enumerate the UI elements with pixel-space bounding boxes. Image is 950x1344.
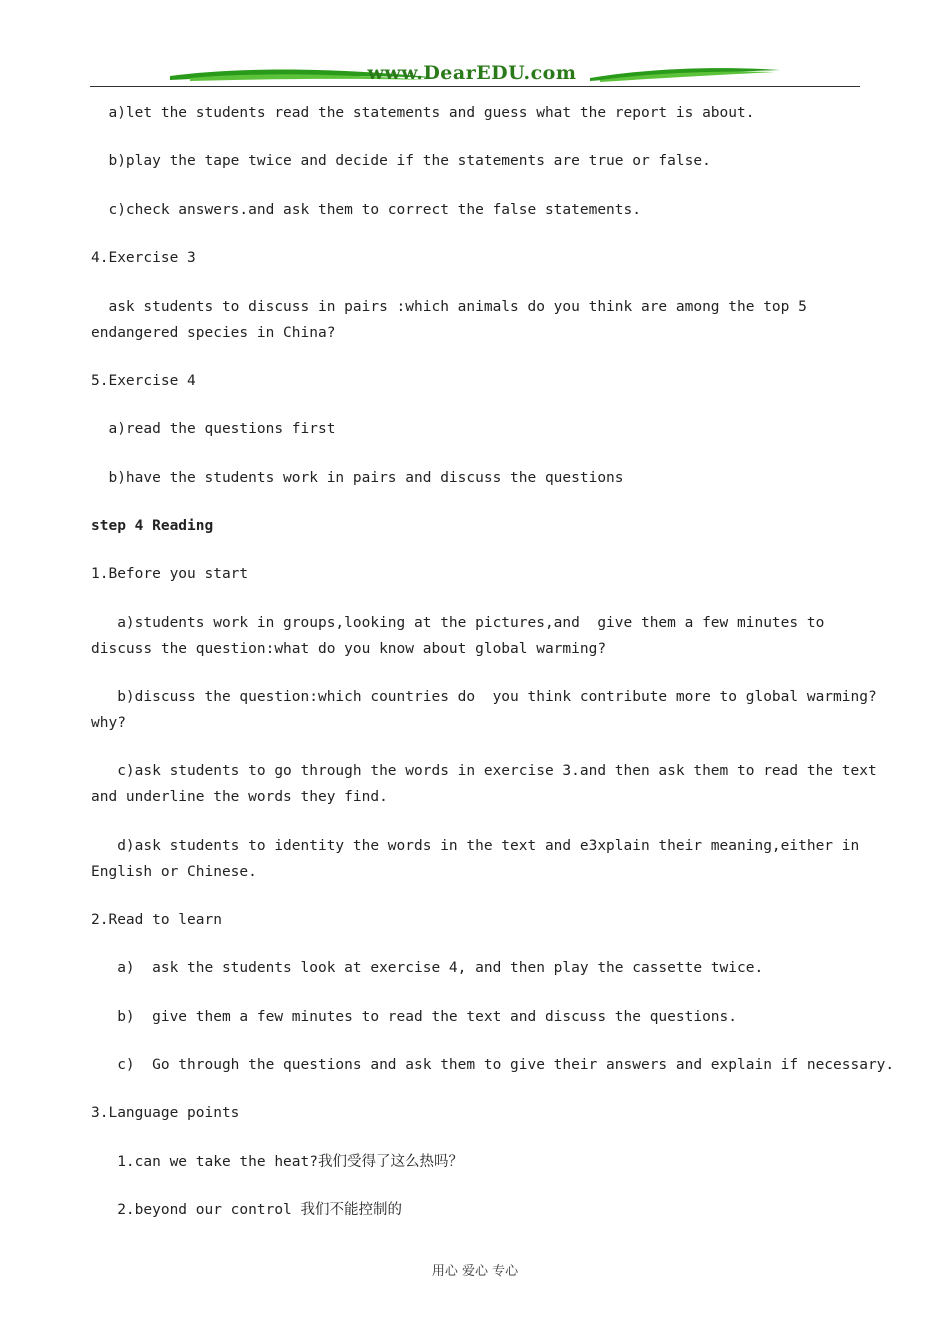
text-line: endangered species in China? xyxy=(91,325,336,341)
text-line: c) Go through the questions and ask them to give their answers and explain if necessary. xyxy=(91,1057,895,1073)
step-heading: step 4 Reading xyxy=(91,518,214,534)
text-line: b)have the students work in pairs and discuss the questions xyxy=(91,470,624,486)
section-heading: 5.Exercise 4 xyxy=(91,373,196,389)
section-heading: 1.Before you start xyxy=(91,566,249,582)
section-heading: 2.Read to learn xyxy=(91,912,222,928)
text-line: b)discuss the question:which countries do you think contribute more to global warming? xyxy=(91,689,877,705)
text-line: 1.can we take the heat?我们受得了这么热吗？ xyxy=(91,1154,463,1170)
text-line: 2.beyond our control 我们不能控制的 xyxy=(91,1202,403,1218)
text-line: a) ask the students look at exercise 4, and then play the cassette twice. xyxy=(91,960,764,976)
site-logo: www.DearEDU.com xyxy=(367,62,577,84)
right-swoosh-decoration xyxy=(590,66,780,88)
text-line: and underline the words they find. xyxy=(91,789,388,805)
header-rule xyxy=(90,86,860,87)
text-line: a)let the students read the statements and guess what the report is about. xyxy=(91,105,755,121)
text-line: c)ask students to go through the words in exercise 3.and then ask them to read the text xyxy=(91,763,877,779)
text-line: ask students to discuss in pairs :which animals do you think are among the top 5 xyxy=(91,299,807,315)
section-heading: 3.Language points xyxy=(91,1105,240,1121)
text-line: English or Chinese. xyxy=(91,864,257,880)
text-line: a)read the questions first xyxy=(91,421,336,437)
section-heading: 4.Exercise 3 xyxy=(91,250,196,266)
text-line: b) give them a few minutes to read the text and discuss the questions. xyxy=(91,1009,738,1025)
page-footer: 用心 爱心 专心 xyxy=(431,1264,519,1279)
text-line: why? xyxy=(91,715,126,731)
text-line: discuss the question:what do you know about global warming? xyxy=(91,641,607,657)
text-line: a)students work in groups,looking at the pictures,and give them a few minutes to xyxy=(91,615,825,631)
page-header xyxy=(90,62,860,90)
text-line: b)play the tape twice and decide if the statements are true or false. xyxy=(91,153,711,169)
text-line: c)check answers.and ask them to correct the false statements. xyxy=(91,202,641,218)
text-line: d)ask students to identity the words in the text and e3xplain their meaning,either in xyxy=(91,838,860,854)
